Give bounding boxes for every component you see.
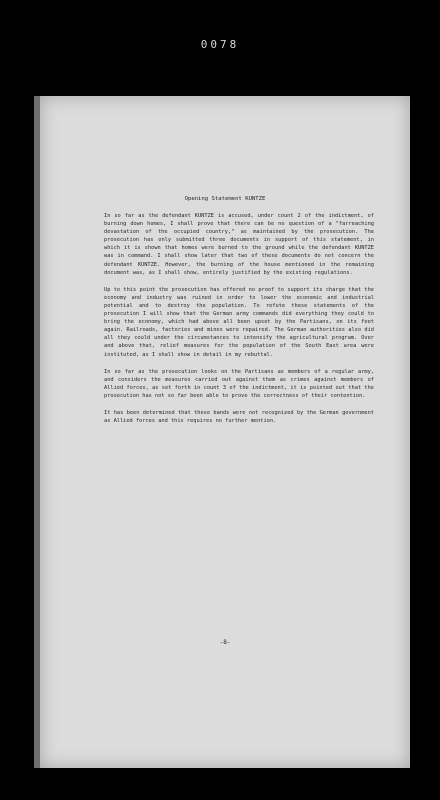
paragraph-4: It has been determined that these bands were not recognized by the German government as Allied forces and this requires no further mention. (104, 409, 374, 425)
page-number: -8- (219, 639, 231, 646)
paragraph-2: Up to this point the prosecution has offered no proof to support its charge that the economy and industry was ruined in order to lower the economic and industrial potential and to destroy the population. To refute these statements of the prosecution I will show that the German army commands did everything they could to bring the economy, which had above all been upset by the Partisans, on its feet again. Railroads, factories and mines were repaired. The German authorities also did all they could under the circumstances to intensify the agricultural program. Over and above that, relief measures for the population of the South East area were instituted, as I shall show in detail in my rebuttal. (104, 286, 374, 358)
document-page (40, 96, 410, 768)
document-title: Opening Statement KUNTZE (184, 196, 266, 202)
frame-number: 0078 (200, 38, 240, 51)
document-body (104, 212, 374, 434)
paragraph-3: In so far as the prosecution looks on the Partisans as members of a regular army, and considers the measures carried out against them as crimes against members of Allied forces, as set forth in count 3 of the indictment, it is pointed out that the prosecution has not so far been able to prove the correctness of their contention. (104, 368, 374, 399)
paragraph-1: In so far as the defendant KUNTZE is accused, under count 2 of the indictment, of burning down homes, I shall prove that there can be no question of a "farreaching devastation of the occupied country," as maintained by the prosecution. The prosecution has only submitted three documents in support of this statement, in which it is shown that homes were burned to the ground while the defendant KUNTZE was in command. I shall show later that two of these documents do not concern the defendant KUNTZE. However, the burning of the house mentioned in the remaining document was, as I shall show, entirely justified by the existing regulations. (104, 213, 374, 276)
